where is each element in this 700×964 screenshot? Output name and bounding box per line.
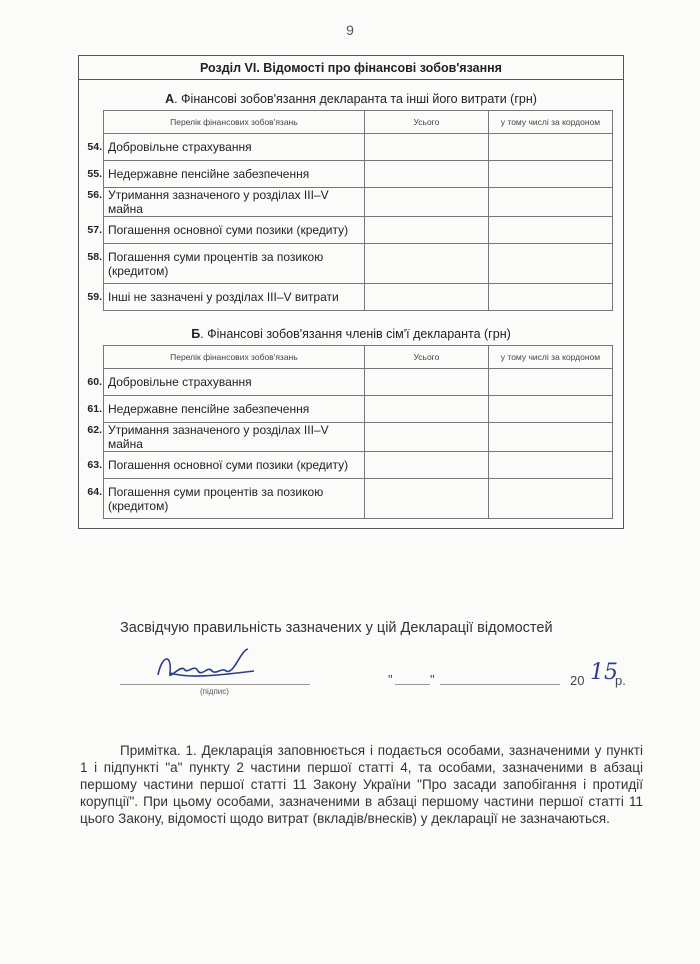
row-label: Погашення суми процентів за позикою (кредитом)	[108, 249, 324, 278]
signature-line	[120, 684, 310, 685]
table-row	[104, 134, 613, 161]
total-cell[interactable]	[364, 423, 488, 452]
table-row	[104, 244, 613, 284]
abroad-cell[interactable]	[488, 188, 612, 217]
signature-caption: (підпис)	[200, 687, 229, 696]
abroad-cell[interactable]	[488, 161, 612, 188]
total-cell[interactable]	[364, 284, 488, 311]
abroad-cell[interactable]	[488, 217, 612, 244]
part-a-title: А. Фінансові зобов'язання декларанта та інші його витрати (грн)	[165, 92, 537, 106]
abroad-cell[interactable]	[488, 244, 612, 284]
abroad-cell[interactable]	[488, 423, 612, 452]
abroad-cell[interactable]	[488, 284, 612, 311]
date-open-quote: "	[388, 672, 393, 687]
row-number: 59.	[87, 291, 102, 303]
header-abroad: у тому числі за кордоном	[488, 111, 612, 134]
total-cell[interactable]	[364, 161, 488, 188]
row-number: 61.	[87, 403, 102, 415]
abroad-cell[interactable]	[488, 369, 612, 396]
row-label: Недержавне пенсійне забезпечення	[108, 167, 310, 181]
header-list: Перелік фінансових зобов'язань	[104, 111, 365, 134]
table-row	[104, 369, 613, 396]
part-b-title: Б. Фінансові зобов'язання членів сім'ї декларанта (грн)	[191, 327, 511, 341]
header-total: Усього	[364, 346, 488, 369]
row-label: Погашення основної суми позики (кредиту)	[108, 223, 349, 237]
table-row	[104, 452, 613, 479]
table-row	[104, 423, 613, 452]
row-label: Інші не зазначені у розділах III–V витрати	[108, 290, 339, 304]
section-title: Розділ VI. Відомості про фінансові зобов'язання	[79, 56, 623, 80]
total-cell[interactable]	[364, 244, 488, 284]
total-cell[interactable]	[364, 479, 488, 519]
part-b-table	[87, 345, 613, 519]
row-label: Недержавне пенсійне забезпечення	[108, 402, 310, 416]
abroad-cell[interactable]	[488, 479, 612, 519]
row-label: Погашення суми процентів за позикою (кредитом)	[108, 484, 324, 513]
table-row	[104, 479, 613, 519]
row-label: Добровільне страхування	[108, 375, 252, 389]
row-number: 55.	[87, 168, 102, 180]
abroad-cell[interactable]	[488, 396, 612, 423]
total-cell[interactable]	[364, 369, 488, 396]
table-row	[104, 284, 613, 311]
header-total: Усього	[364, 111, 488, 134]
header-abroad: у тому числі за кордоном	[488, 346, 612, 369]
date-day-line	[395, 684, 430, 685]
row-number: 58.	[87, 250, 102, 263]
table-row	[104, 161, 613, 188]
row-number: 57.	[87, 224, 102, 236]
row-label: Утримання зазначеного у розділах III–V майна	[108, 188, 329, 216]
row-label: Погашення основної суми позики (кредиту)	[108, 458, 349, 472]
year-handwritten: 15	[590, 660, 618, 685]
table-row	[104, 396, 613, 423]
section-frame	[78, 55, 624, 529]
total-cell[interactable]	[364, 217, 488, 244]
header-list: Перелік фінансових зобов'язань	[104, 346, 365, 369]
total-cell[interactable]	[364, 452, 488, 479]
certification-statement: Засвідчую правильність зазначених у цій Декларації відомостей	[120, 620, 553, 636]
row-number: 60.	[87, 376, 102, 388]
row-number: 64.	[87, 485, 102, 498]
row-number: 62.	[87, 424, 102, 436]
total-cell[interactable]	[364, 134, 488, 161]
table-row	[104, 188, 613, 217]
total-cell[interactable]	[364, 396, 488, 423]
table-row	[104, 217, 613, 244]
year-prefix: 20	[570, 673, 585, 688]
row-label: Утримання зазначеного у розділах III–V майна	[108, 423, 329, 451]
row-number: 54.	[87, 141, 102, 153]
date-month-line	[440, 684, 560, 685]
total-cell[interactable]	[364, 188, 488, 217]
year-suffix: р.	[615, 673, 626, 688]
abroad-cell[interactable]	[488, 134, 612, 161]
date-close-quote: "	[430, 672, 435, 687]
footnote: Примітка. 1. Декларація заповнюється і подається особами, зазначеними у пункті 1 і підпункті "а" пункту 2 частини першої статті 4, та особами, зазначеними в абзаці першому частини першої статті 11 Закону України "Про засади запобігання і протидії корупції". При цьому особами, зазначеними в абзаці першому частини першої статті 11 цього Закону, відомості щодо витрат (вкладів/внесків) у декларації не зазначаються.	[80, 743, 643, 826]
row-number: 63.	[87, 459, 102, 471]
row-number: 56.	[87, 189, 102, 201]
row-label: Добровільне страхування	[108, 140, 252, 154]
part-a-table	[87, 110, 613, 311]
abroad-cell[interactable]	[488, 452, 612, 479]
page-number: 9	[346, 22, 354, 38]
